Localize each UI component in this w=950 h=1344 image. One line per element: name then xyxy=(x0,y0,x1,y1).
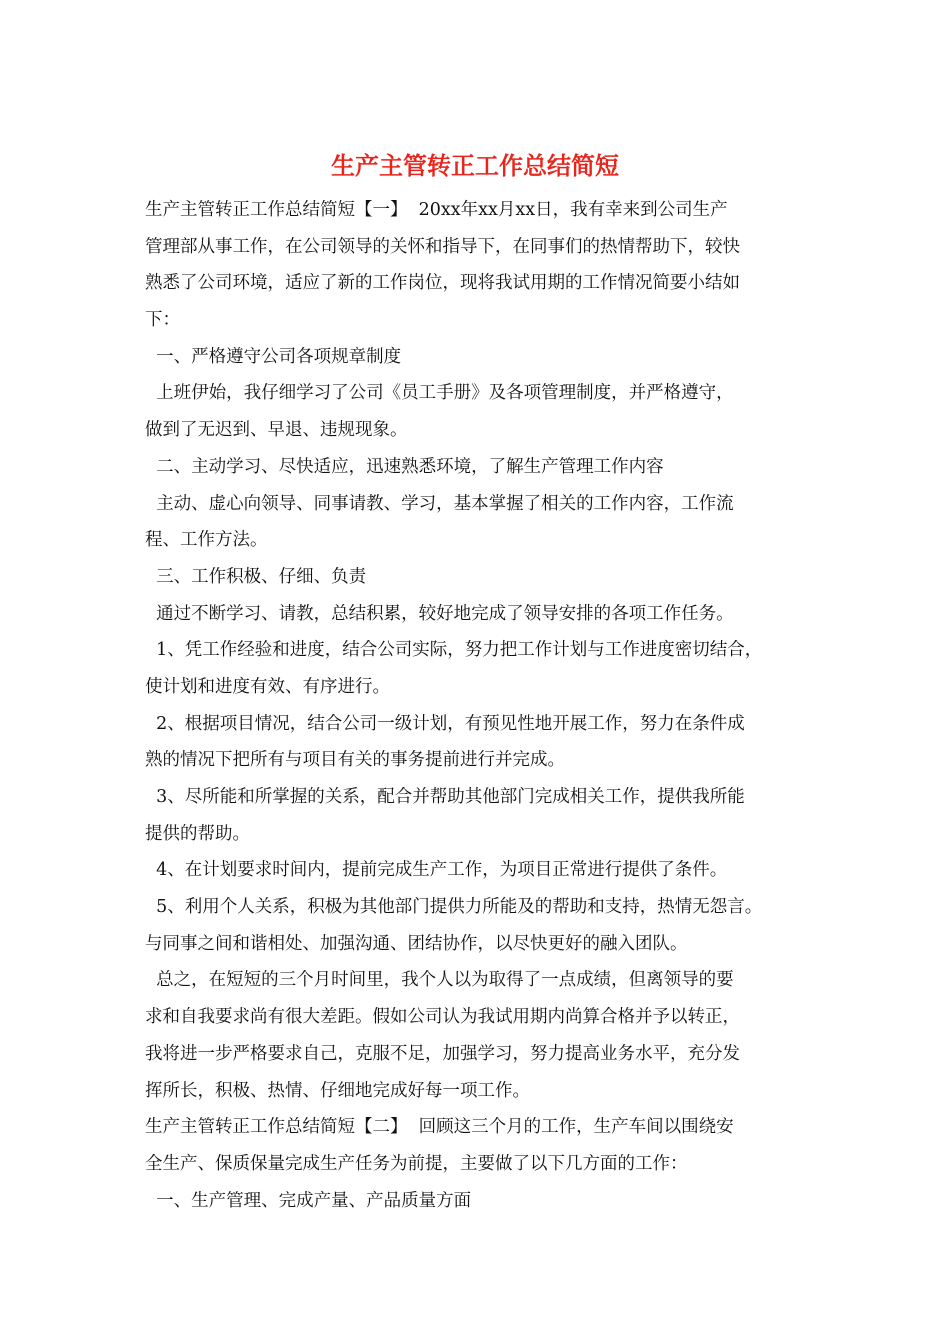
text-line: 挥所长，积极、热情、仔细地完成好每一项工作。 xyxy=(145,1080,530,1101)
text-line: 一、生产管理、完成产量、产品质量方面 xyxy=(145,1190,472,1211)
text-line: 使计划和进度有效、有序进行。 xyxy=(145,676,390,697)
text-line: 与同事之间和谐相处、加强沟通、团结协作，以尽快更好的融入团队。 xyxy=(145,933,688,954)
text-line: 3、尽所能和所掌握的关系，配合并帮助其他部门完成相关工作，提供我所能 xyxy=(145,787,745,807)
text-line: 通过不断学习、请教，总结积累，较好地完成了领导安排的各项工作任务。 xyxy=(145,603,734,624)
text-line: 上班伊始，我仔细学习了公司《员工手册》及各项管理制度，并严格遵守， xyxy=(145,383,734,404)
document-body xyxy=(145,192,820,1219)
text-line: 1、凭工作经验和进度，结合公司实际，努力把工作计划与工作进度密切结合， xyxy=(145,640,763,661)
text-line: 程、工作方法。 xyxy=(145,530,268,551)
document-title: 生产主管转正工作总结简短 xyxy=(331,151,619,180)
text-line: 生产主管转正工作总结简短【一】 20xx年xx月xx日，我有幸来到公司生产 xyxy=(145,200,728,220)
text-line: 我将进一步严格要求自己，克服不足，加强学习，努力提高业务水平，充分发 xyxy=(145,1043,740,1064)
text-line: 管理部从事工作，在公司领导的关怀和指导下，在同事们的热情帮助下，较快 xyxy=(145,236,740,257)
text-line: 2、根据项目情况，结合公司一级计划，有预见性地开展工作，努力在条件成 xyxy=(145,713,745,734)
text-line: 求和自我要求尚有很大差距。假如公司认为我试用期内尚算合格并予以转正， xyxy=(145,1007,740,1028)
text-line: 下： xyxy=(145,310,180,331)
text-line: 提供的帮助。 xyxy=(145,823,250,844)
text-line: 主动、虚心向领导、同事请教、学习，基本掌握了相关的工作内容，工作流 xyxy=(145,493,734,514)
text-line: 5、利用个人关系，积极为其他部门提供力所能及的帮助和支持，热情无怨言。 xyxy=(145,897,763,918)
text-line: 4、在计划要求时间内，提前完成生产工作，为项目正常进行提供了条件。 xyxy=(145,860,728,881)
text-line: 二、主动学习、尽快适应，迅速熟悉环境，了解生产管理工作内容 xyxy=(145,456,664,477)
text-line: 生产主管转正工作总结简短【二】 回顾这三个月的工作，生产车间以围绕安 xyxy=(145,1117,734,1138)
text-line: 熟的情况下把所有与项目有关的事务提前进行并完成。 xyxy=(145,750,565,771)
text-line: 做到了无迟到、早退、违规现象。 xyxy=(145,420,408,441)
text-line: 总之，在短短的三个月时间里，我个人以为取得了一点成绩，但离领导的要 xyxy=(145,970,734,991)
text-line: 一、严格遵守公司各项规章制度 xyxy=(145,346,402,367)
text-line: 熟悉了公司环境，适应了新的工作岗位，现将我试用期的工作情况简要小结如 xyxy=(145,273,740,294)
text-line: 三、工作积极、仔细、负责 xyxy=(145,566,367,587)
text-line: 全生产、保质保量完成生产任务为前提，主要做了以下几方面的工作： xyxy=(145,1153,688,1174)
